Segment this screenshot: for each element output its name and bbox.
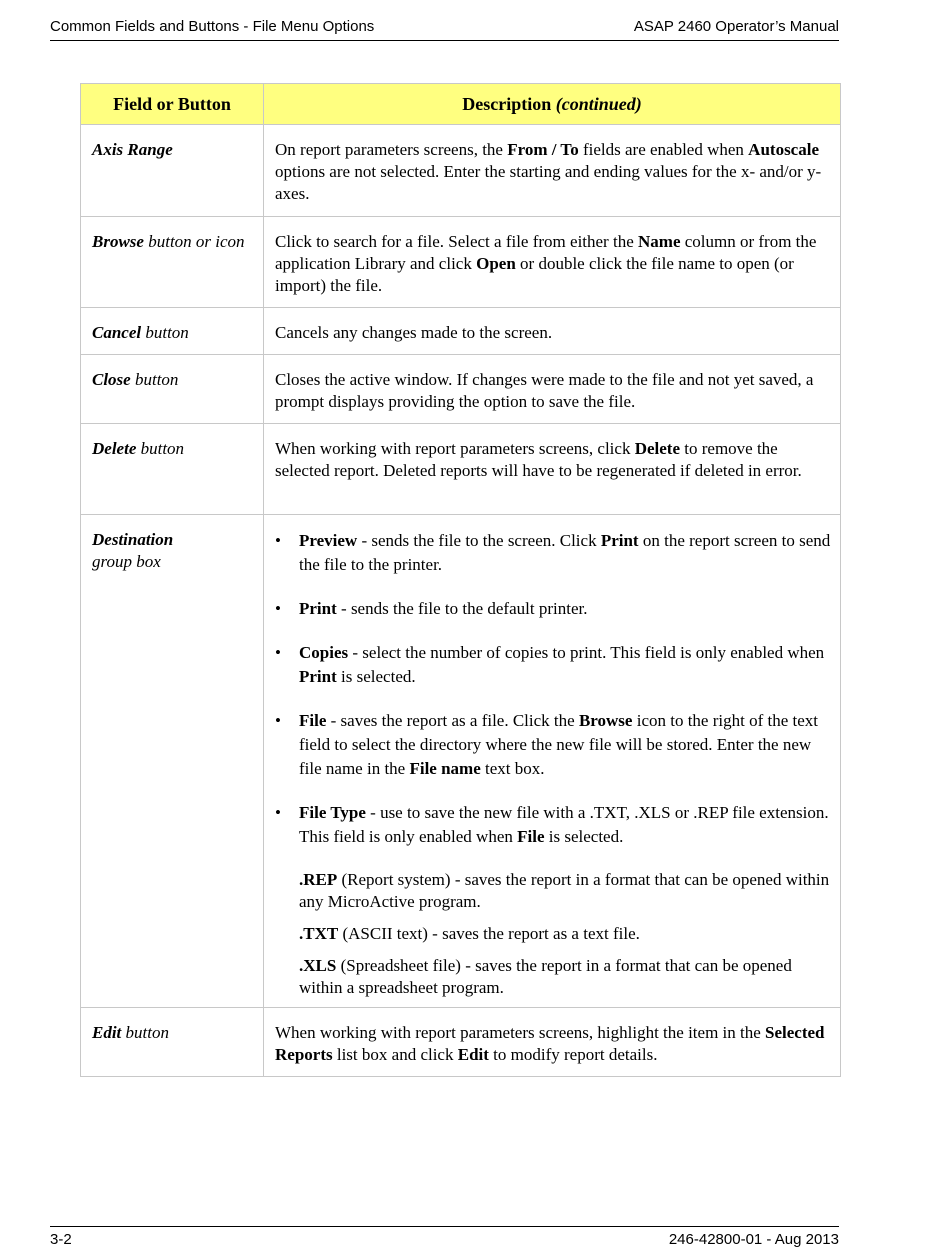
file-extension-list — [275, 869, 832, 999]
field-name-cell: Edit button — [81, 1008, 264, 1077]
list-item: • File - saves the report as a file. Click the Browse icon to the right of the text field to select the directory where the new file will be stored. Enter the new file name in the File name text box. — [275, 709, 832, 781]
description-cell: When working with report parameters screens, highlight the item in the Selected Reports list box and click Edit to modify report details. — [264, 1008, 841, 1077]
field-name-cell: Destination group box — [81, 515, 264, 1008]
table-row-browse — [81, 217, 841, 308]
field-name-cell — [81, 125, 264, 217]
list-item: • Preview - sends the file to the screen. Click Print on the report screen to send the file to the printer. — [275, 529, 832, 577]
description-cell: Cancels any changes made to the screen. — [264, 308, 841, 355]
field-term: Axis Range — [92, 140, 173, 159]
field-term: Close — [92, 370, 131, 389]
field-term: Cancel — [92, 323, 142, 342]
header-section-title: Common Fields and Buttons - File Menu Options — [50, 18, 375, 35]
list-item: • File Type - use to save the new file with a .TXT, .XLS or .REP file extension. This field is only enabled when File is selected. — [275, 801, 832, 849]
description-cell: When working with report parameters screens, click Delete to remove the selected report. Deleted reports will have to be regenerated if deleted in error. — [264, 424, 841, 515]
list-item: • Print - sends the file to the default printer. — [275, 597, 832, 621]
page-header — [50, 17, 839, 41]
description-cell: Click to search for a file. Select a file from either the Name column or from the application Library and click Open or double click the file name to open (or import) the file. — [264, 217, 841, 308]
page-number: 3-2 — [50, 1231, 72, 1248]
field-name-cell: Delete button — [81, 424, 264, 515]
table-row-destination — [81, 515, 841, 1008]
col-header-description: Description (continued) — [264, 84, 841, 125]
col-header-field: Field or Button — [81, 84, 264, 125]
field-name-cell: Cancel button — [81, 308, 264, 355]
table-row-close — [81, 355, 841, 424]
page-footer — [50, 1226, 839, 1250]
table-row-cancel — [81, 308, 841, 355]
list-item: • Copies - select the number of copies to print. This field is only enabled when Print is selected. — [275, 641, 832, 689]
table-row-axis-range — [81, 125, 841, 217]
description-cell: Closes the active window. If changes were made to the file and not yet saved, a prompt displays providing the option to save the file. — [264, 355, 841, 424]
field-name-cell: Close button — [81, 355, 264, 424]
field-name-cell: Browse button or icon — [81, 217, 264, 308]
description-cell: On report parameters screens, the From / To fields are enabled when Autoscale options are not selected. Enter the starting and ending values for the x- and/or y-axes. — [264, 125, 841, 217]
field-term: Edit — [92, 1023, 122, 1042]
list-item: .XLS (Spreadsheet file) - saves the report in a format that can be opened within a spreadsheet program. — [299, 956, 792, 997]
table-header-row — [81, 84, 841, 125]
field-term: Browse — [92, 232, 144, 251]
description-cell — [264, 515, 841, 1008]
document-number: 246-42800-01 - Aug 2013 — [668, 1231, 839, 1248]
destination-options-list — [275, 529, 832, 849]
table-row-delete — [81, 424, 841, 515]
field-term: Destination — [92, 530, 174, 549]
field-term: Delete — [92, 439, 137, 458]
list-item: .TXT (ASCII text) - saves the report as a text file. — [299, 924, 640, 943]
table-row-edit — [81, 1008, 841, 1077]
fields-buttons-table — [80, 83, 841, 1077]
header-manual-title: ASAP 2460 Operator’s Manual — [633, 18, 839, 35]
list-item: .REP (Report system) - saves the report in a format that can be opened within any MicroActive program. — [299, 870, 830, 911]
